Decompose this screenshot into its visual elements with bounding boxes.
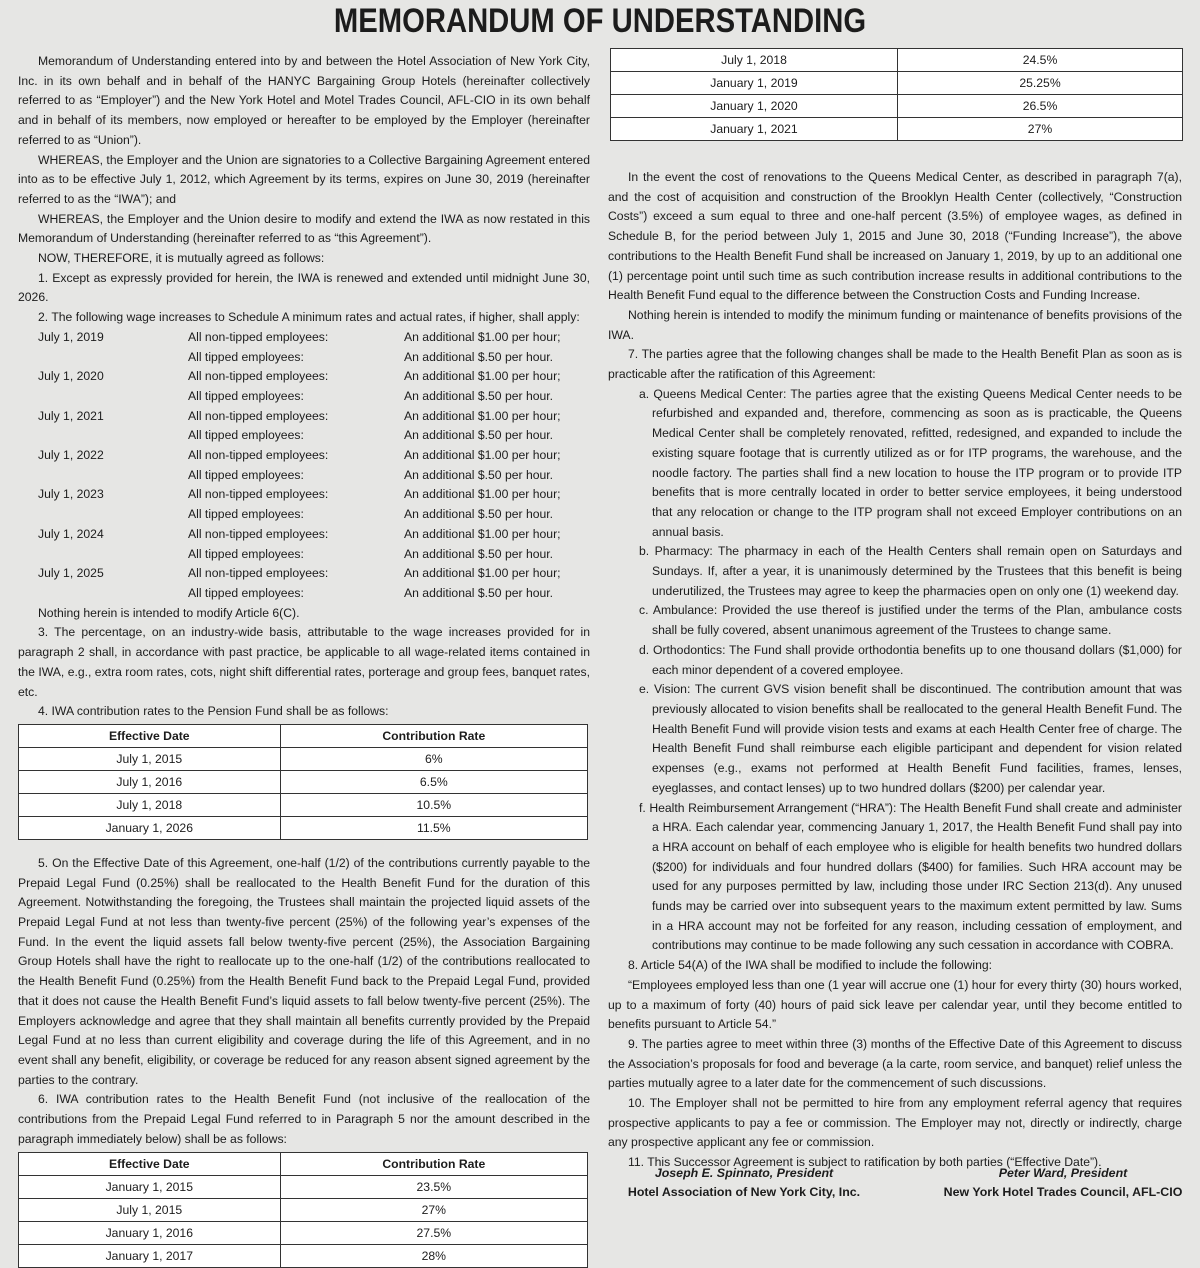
pension-rate-table [18,724,588,840]
right-column [608,168,1182,1173]
intro-whereas-2: WHEREAS, the Employer and the Union desire to modify and extend the IWA as now restated in this Memorandum of Understanding (hereinafter referred to as “this Agreement”). [18,211,590,246]
item-vision: e. Vision: The current GVS vision benefit shall be discontinued. The contribution amount that was previously allocated to vision benefits shall be reallocated to the general Health Benefit Fund. The Health Benefit Fund will provide vision tests and exams at each Health Center free of charge. The Health Benefit Fund shall reimburse each eligible participant and dependent for vision related expenses (e.g., exams not performed at Health Benefit Fund facilities, frames, lenses, eyeglasses, and contact lenses) up to two hundred dollars ($200) per calendar year. [639,682,1182,795]
signatory-organization: New York Hotel Trades Council, AFL-CIO [943,1185,1183,1199]
table-row: July 1, 2018 24.5% [611,49,1183,72]
wage-row: July 1, 2019 All non-tipped employees: An additional $1.00 per hour; All tipped employees: An additional $.50 per hour. [38,329,561,364]
table-row: July 1, 2015 6% [19,747,588,770]
wage-row: July 1, 2021 All non-tipped employees: An additional $1.00 per hour; All tipped employees: An additional $.50 per hour. [38,408,561,443]
wage-row: July 1, 2023 All non-tipped employees: An additional $1.00 per hour; All tipped employees: An additional $.50 per hour. [38,487,561,522]
paragraph-7: 7. The parties agree that the following changes shall be made to the Health Benefit Plan as soon as is practicable after the ratification of this Agreement: [608,347,1182,382]
column-header: Contribution Rate [280,724,587,747]
table-row: January 1, 2026 11.5% [19,816,588,839]
column-header: Contribution Rate [280,1153,587,1176]
signature-block-employer [610,1164,878,1202]
paragraph-4: 4. IWA contribution rates to the Pension Fund shall be as follows: [38,704,389,719]
item-orthodontics: d. Orthodontics: The Fund shall provide orthodontia benefits up to one thousand dollars ($1,000) for each minor dependent of a covered employee. [639,642,1182,677]
table-row: January 1, 2015 23.5% [19,1176,588,1199]
paragraph-9: 9. The parties agree to meet within three (3) months of the Effective Date of this Agreement to discuss the Association’s proposals for food and beverage (a la carte, room service, and banquet) relief unless the parties mutually agree to a later date for the commencement of such discussions. [608,1036,1182,1091]
article-6c-note: Nothing herein is intended to modify Article 6(C). [38,605,300,620]
intro-preamble: Memorandum of Understanding entered into by and between the Hotel Association of New York City, Inc. in its own behalf and in behalf of the HANYC Bargaining Group Hotels (hereinafter collectively referred to as “Employer”) and the New York Hotel and Motel Trades Council, AFL-CIO in its own behalf and in behalf of its members, now employed or hereafter to be employed by the Employer (hereinafter referred to as “Union”). [18,54,590,147]
health-rate-table [18,1152,588,1268]
table-row: January 1, 2019 25.25% [611,72,1183,95]
table-row: January 1, 2017 28% [19,1245,588,1268]
column-header: Effective Date [19,724,281,747]
left-column [18,52,590,1268]
signatory-name: Joseph E. Spinnato, President [654,1166,834,1180]
intro-whereas-1: WHEREAS, the Employer and the Union are signatories to a Collective Bargaining Agreement entered into as to be effective July 1, 2012, which Agreement by its terms, expires on June 30, 2019 (hereinafter referred to as the “IWA”); and [18,152,590,206]
signatory-organization: Hotel Association of New York City, Inc. [627,1185,861,1199]
construction-costs-paragraph: In the event the cost of renovations to the Queens Medical Center, as described in paragraph 7(a), and the cost of acquisition and construction of the Brooklyn Health Center (collectively, “Construction Costs”) exceed a sum equal to three and one-half percent (3.5%) of employee wages, as defined in Schedule B, for the period between July 1, 2015 and June 30, 2018 (“Funding Increase”), the above contributions to the Health Benefit Fund shall be increased on January 1, 2019, by up to an additional one (1) percentage point until such time as such contribution increase results in additional contributions to the Health Benefit Fund equal to the difference between the Construction Costs and Funding Increase. [608,170,1182,303]
item-hra: f. Health Reimbursement Arrangement (“HRA”): The Health Benefit Fund shall create and administer a HRA. Each calendar year, commencing January 1, 2017, the Health Benefit Fund shall pay into a HRA account on behalf of each employee who is eligible for health benefits two hundred dollars ($200) for individuals and four hundred dollars ($400) for families. Such HRA account may be used for any purposes permitted by law, including those under IRC Section 213(d). Any unused funds may be carried over into subsequent years to the maximum extent permitted by law. Sums in a HRA account may not be forfeited for any reason, including cessation of employment, and contributions may continue to be made following any such cessation in accordance with COBRA. [639,800,1182,953]
paragraph-8: 8. Article 54(A) of the IWA shall be modified to include the following: [628,958,993,973]
wage-row: July 1, 2020 All non-tipped employees: An additional $1.00 per hour; All tipped employees: An additional $.50 per hour. [38,369,561,403]
paragraph-1: 1. Except as expressly provided for herein, the IWA is renewed and extended until midnight June 30, 2026. [18,270,590,305]
table-row: January 1, 2021 27% [611,118,1183,141]
signature-block-union [928,1164,1198,1202]
paragraph-10: 10. The Employer shall not be permitted to hire from any employment referral agency that requires prospective applicants to pay a fee or commission. The Employer may not, directly or indirectly, charge any prospective applicant any fee or commission. [608,1096,1182,1150]
table-row: January 1, 2020 26.5% [611,95,1183,118]
table-row: January 1, 2016 27.5% [19,1222,588,1245]
column-header: Effective Date [19,1153,281,1176]
paragraph-5: 5. On the Effective Date of this Agreement, one-half (1/2) of the contributions currently payable to the Prepaid Legal Fund (0.25%) shall be reallocated to the Health Benefit Fund for the duration of this Agreement. Notwithstanding the foregoing, the Trustees shall maintain the projected liquid assets of the Prepaid Legal Fund at not less than twenty-five percent (25%) of the following year’s expenses of the Fund. In the event the liquid assets fall below twenty-five percent (25%), the Association Bargaining Group Hotels shall have the right to reallocate up to the one-half (1/2) of the contributions reallocated to the Health Benefit Fund (0.25%) from the Health Benefit Fund back to the Prepaid Legal Fund, provided that it does not cause the Health Benefit Fund’s liquid assets to fall below twenty-five percent (25%). The Employers acknowledge and agree that they shall maintain all benefits currently provided by the Prepaid Legal Fund at no less than current eligibility and coverage during the life of this Agreement, and in no event shall any benefit, eligibility, or coverage be reduced for any reason absent signed agreement by the parties to the contrary. [18,855,590,1087]
wage-increase-list [18,328,590,604]
document-title: MEMORANDUM OF UNDERSTANDING [333,2,867,40]
item-pharmacy: b. Pharmacy: The pharmacy in each of the Health Centers shall remain open on Saturdays and Sundays. If, after a year, it is unanimously determined by the Trustees that this benefit is being underutilized, the Trustees may agree to keep the pharmacies open on only one (1) weekend day. [639,544,1182,598]
table-header-row [19,1153,588,1176]
health-rate-table-continued [610,48,1183,141]
paragraph-8-quote: “Employees employed less than one (1 year will accrue one (1) hour for every thirty (30) hours worked, up to a maximum of forty (40) hours of paid sick leave per calendar year, until they become entitled to benefits pursuant to Article 54.” [608,977,1182,1032]
item-ambulance: c. Ambulance: Provided the use thereof is justified under the terms of the Plan, ambulance costs shall be fully covered, absent unanimous agreement of the Trustees to change same. [639,603,1182,638]
wage-row: July 1, 2025 All non-tipped employees: An additional $1.00 per hour; All tipped employees: An additional $.50 per hour. [38,566,561,600]
paragraph-3: 3. The percentage, on an industry-wide basis, attributable to the wage increases provided for in paragraph 2 shall, in accordance with past practice, be applicable to all wage-related items contained in the IWA, e.g., extra room rates, cots, night shift differential rates, porterage and group fees, banquet rates, etc. [18,625,590,699]
intro-now-therefore: NOW, THEREFORE, it is mutually agreed as follows: [38,251,325,266]
paragraph-2: 2. The following wage increases to Schedule A minimum rates and actual rates, if higher, shall apply: [38,310,580,325]
table-row: July 1, 2015 27% [19,1199,588,1222]
wage-row: July 1, 2024 All non-tipped employees: An additional $1.00 per hour; All tipped employees: An additional $.50 per hour. [38,526,561,561]
table-header-row [19,724,588,747]
paragraph-11: 11. This Successor Agreement is subject to ratification by both parties (“Effective Date”). [628,1155,1102,1170]
funding-note: Nothing herein is intended to modify the minimum funding or maintenance of benefits provisions of the IWA. [608,307,1182,342]
table-row: July 1, 2016 6.5% [19,770,588,793]
item-queens-medical-center: a. Queens Medical Center: The parties agree that the existing Queens Medical Center needs to be refurbished and expanded and, therefore, commencing as soon as is practicable, the Queens Medical Center shall be completely renovated, refitted, redesigned, and expanded to include the existing square footage that is currently utilized as or for ITP programs, the warehouse, and the noodle factory. The parties shall find a new location to house the ITP program or to provide ITP benefits that is more centrally located in order to better service employees, it being understood that any relocation or change to the ITP program shall not exceed Employer contributions on an annual basis. [639,386,1182,539]
wage-row: July 1, 2022 All non-tipped employees: An additional $1.00 per hour; All tipped employees: An additional $.50 per hour. [38,448,561,482]
signatory-name: Peter Ward, President [998,1166,1128,1180]
table-row: July 1, 2018 10.5% [19,793,588,816]
paragraph-6: 6. IWA contribution rates to the Health Benefit Fund (not inclusive of the reallocation of the contributions from the Prepaid Legal Fund referred to in Paragraph 5 nor the amount described in the paragraph immediately below) shall be as follows: [18,1092,590,1146]
